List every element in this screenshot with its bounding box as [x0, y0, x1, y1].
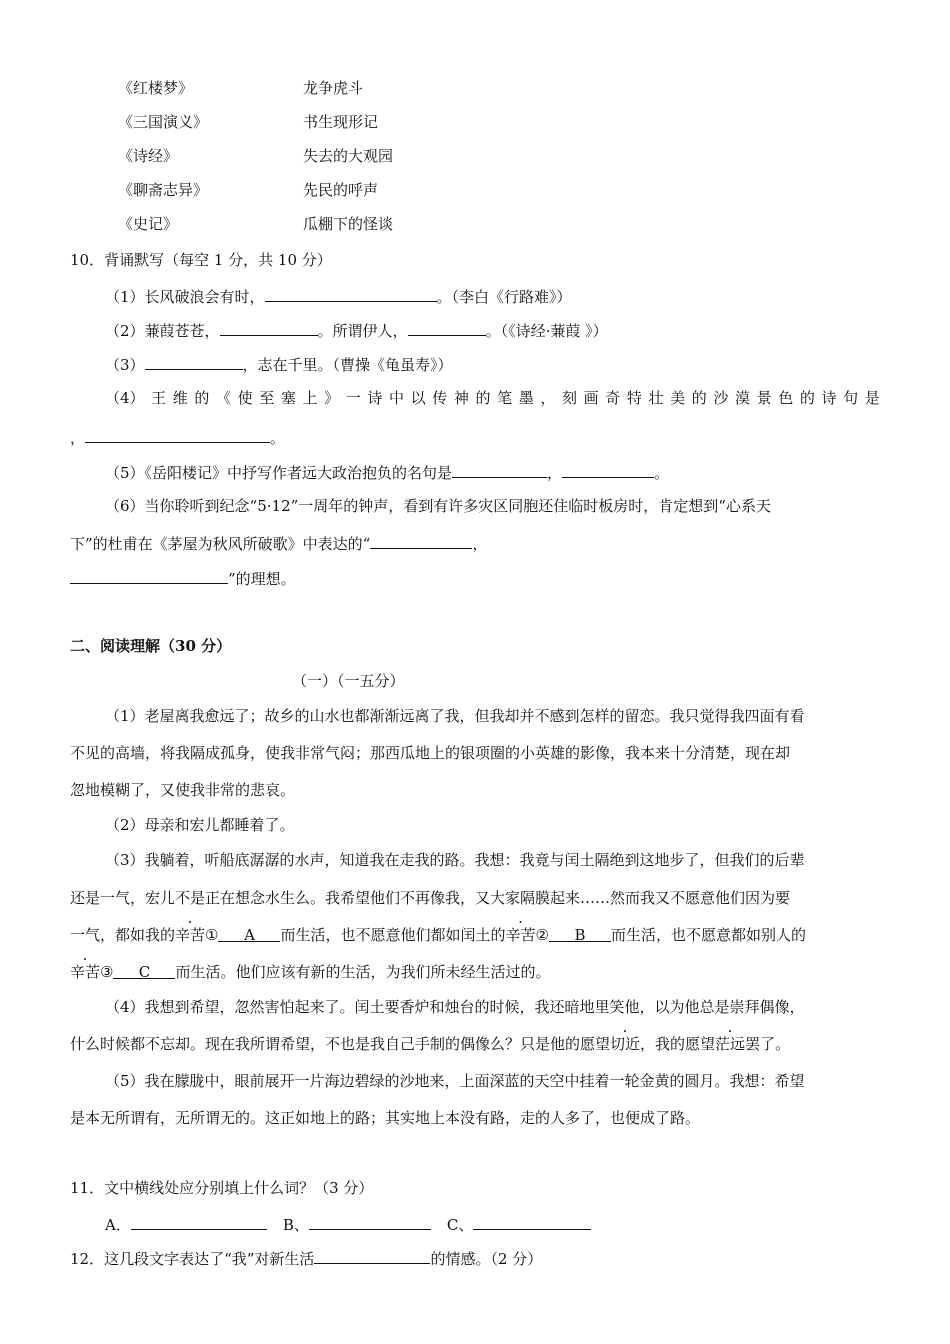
blank-c[interactable]: C	[113, 962, 175, 979]
emphasis-word: 切近	[610, 1035, 641, 1053]
q10-3-text-a: （3）	[105, 356, 145, 374]
char: 漠	[735, 389, 751, 407]
char: 的	[799, 389, 815, 407]
char: 刻	[562, 389, 578, 407]
title-4: 先民的呼声	[303, 181, 379, 199]
passage-p3-line3	[70, 925, 806, 945]
char: 特	[626, 389, 642, 407]
title-2: 书生现形记	[303, 113, 379, 131]
q10-heading: 10．背诵默写（每空 1 分，共 10 分）	[70, 251, 332, 269]
work-3: 《诗经》	[118, 147, 179, 165]
q10-6-text-b: 下”的杜甫在《茅屋为秋风所破歌》中表达的“	[70, 535, 371, 553]
char: 色	[778, 389, 794, 407]
q11-label-c: C、	[446, 1216, 474, 1234]
q10-1-text-a: （1）长风破浪会有时，	[105, 288, 265, 306]
char: 的	[194, 389, 210, 407]
q10-4-period: 。	[270, 429, 286, 447]
answer-blank-b[interactable]	[309, 1213, 431, 1230]
p4-text: 罢了。	[745, 1035, 791, 1053]
q10-item-2	[105, 319, 608, 341]
answer-blank[interactable]	[85, 426, 270, 443]
q10-item-6-line2	[70, 532, 487, 554]
passage-p1-line2: 不见的高墙，将我隔成孤身，使我非常气闷；那西瓜地上的银项圈的小英雄的影像，我本来十分清楚，现在却	[70, 744, 791, 762]
title-1: 龙争虎斗	[303, 79, 364, 97]
work-5: 《史记》	[118, 215, 179, 233]
q10-item-6-line3	[70, 567, 296, 589]
passage-p3-line4	[70, 962, 550, 982]
char: 至	[259, 389, 275, 407]
q10-item-1	[105, 285, 572, 307]
passage-p4-line1: （4）我想到希望，忽然害怕起来了。闰土要香炉和烛台的时候，我还暗地里笑他，以为他总是崇拜偶像，	[105, 998, 805, 1016]
p3-marker: ③	[100, 963, 114, 981]
passage-p3-line1: （3）我躺着，听船底潺潺的水声，知道我在走我的路。我想：我竟与闰土隔绝到这地步了，但我们的后辈	[105, 851, 805, 869]
passage-p1-line1: （1）老屋离我愈远了；故乡的山水也都渐渐远离了我，但我却并不感到怎样的留恋。我只觉得我四面有看	[105, 707, 805, 725]
char: 的	[475, 389, 491, 407]
char: 壮	[648, 389, 664, 407]
char: 沙	[713, 389, 729, 407]
char: 一	[345, 389, 361, 407]
passage-p2: （2）母亲和宏儿都睡着了。	[105, 816, 295, 834]
q10-2-text-b: 。所谓伊人，	[317, 322, 408, 340]
char: 奇	[605, 389, 621, 407]
answer-blank[interactable]	[220, 319, 318, 336]
char: 句	[843, 389, 859, 407]
char: 维	[172, 389, 188, 407]
emphasis-word: 辛苦	[505, 926, 536, 944]
answer-blank[interactable]	[314, 1247, 430, 1264]
work-1: 《红楼梦》	[118, 79, 194, 97]
p3-text: 而生活，也不愿意都如别人的	[610, 926, 806, 944]
q10-item-5	[105, 461, 669, 483]
answer-blank[interactable]	[370, 532, 472, 549]
char: 美	[670, 389, 686, 407]
q10-4-comma: ，	[70, 429, 86, 447]
answer-blank[interactable]	[408, 319, 486, 336]
q10-3-text-b: ，志在千里。（曹操《龟虽寿》）	[242, 356, 453, 374]
work-2: 《三国演义》	[118, 113, 209, 131]
answer-blank[interactable]	[145, 353, 243, 370]
p3-marker: ②	[535, 926, 549, 944]
work-4: 《聊斋志异》	[118, 181, 209, 199]
emphasis-word: 茫远	[715, 1035, 746, 1053]
answer-blank-a[interactable]	[131, 1213, 267, 1230]
q11-heading: 11．文中横线处应分别填上什么词？（3 分）	[70, 1179, 374, 1197]
passage-p5-line2: 是本无所谓有，无所谓无的。这正如地上的路；其实地上本没有路，走的人多了，也便成了路。	[70, 1109, 701, 1127]
passage-p1-line3: 忽地模糊了，又使我非常的悲哀。	[70, 781, 296, 799]
char: 是	[864, 389, 880, 407]
q11-label-a: A．	[105, 1216, 131, 1234]
q10-5-text-a: （5）《岳阳楼记》中抒写作者远大政治抱负的名句是	[105, 464, 453, 482]
char: 诗	[367, 389, 383, 407]
char: 画	[583, 389, 599, 407]
blank-b[interactable]: B	[549, 925, 611, 942]
char: 景	[756, 389, 772, 407]
answer-blank[interactable]	[452, 461, 547, 478]
char: 中	[389, 389, 405, 407]
q12	[70, 1247, 542, 1269]
q10-item-4-line2	[70, 426, 285, 448]
q10-5-text-b: ，	[547, 464, 563, 482]
char: 传	[432, 389, 448, 407]
section-2-title: 二、阅读理解（30 分）	[70, 637, 232, 655]
passage-p4-line2	[70, 1034, 790, 1054]
q11-answers	[105, 1213, 591, 1235]
q10-1-text-b: 。（李白《行路难》）	[436, 288, 572, 306]
char: 诗	[821, 389, 837, 407]
p3-text: 而生活。他们应该有新的生活，为我们所未经生活过的。	[175, 963, 551, 981]
q10-6-text-c: ，	[472, 535, 488, 553]
char: 的	[691, 389, 707, 407]
q12-text-b: 的情感。（2 分）	[430, 1250, 543, 1268]
p3-text: 而生活，也不愿意他们都如闰土的	[280, 926, 506, 944]
q10-item-3	[105, 353, 453, 375]
emphasis-word: 辛苦	[175, 926, 206, 944]
q11-label-b: B、	[282, 1216, 309, 1234]
p4-text: ，我的愿望	[640, 1035, 716, 1053]
blank-a[interactable]: A	[218, 925, 280, 942]
passage-p3-line2: 还是一气，宏儿不是正在想念水生么。我希望他们不再像我，又大家隔膜起来……然而我又不愿意他们因为要	[70, 889, 791, 907]
q10-5-text-c: 。	[654, 464, 670, 482]
title-5: 瓜棚下的怪谈	[303, 215, 394, 233]
char: 塞	[280, 389, 296, 407]
answer-blank[interactable]	[265, 285, 437, 302]
char: 笔	[497, 389, 513, 407]
char: 使	[237, 389, 253, 407]
char: 《	[216, 389, 232, 407]
char: 以	[410, 389, 426, 407]
char: 王	[151, 389, 167, 407]
answer-blank[interactable]	[70, 567, 228, 584]
title-3: 失去的大观园	[303, 147, 394, 165]
char: 》	[324, 389, 340, 407]
char: 墨	[518, 389, 534, 407]
q12-text-a: 12．这几段文字表达了“我”对新生活	[70, 1250, 315, 1268]
q10-item-6-line1: （6）当你聆听到纪念“5·12”一周年的钟声，看到有许多灾区同胞还住临时板房时，肯定想到“心系天	[105, 497, 771, 515]
p3-marker: ①	[205, 926, 219, 944]
char: 上	[302, 389, 318, 407]
p3-text: 一气，都如我的	[70, 926, 176, 944]
char: ，	[540, 389, 556, 407]
emphasis-word: 辛苦	[70, 963, 101, 981]
q10-6-text-d: ”的理想。	[228, 570, 296, 588]
answer-blank-c[interactable]	[473, 1213, 591, 1230]
q10-2-text-a: （2）蒹葭苍苍，	[105, 322, 220, 340]
p4-text: 什么时候都不忘却。现在我所谓希望，不也是我自己手制的偶像么？只是他的愿望	[70, 1035, 611, 1053]
answer-blank[interactable]	[562, 461, 654, 478]
section-2-subtitle: （一）（一五分）	[292, 672, 405, 690]
char: 神	[453, 389, 469, 407]
passage-p5-line1: （5）我在朦胧中，眼前展开一片海边碧绿的沙地来，上面深蓝的天空中挂着一轮金黄的圆月。我想：希望	[105, 1072, 805, 1090]
q10-2-text-c: 。（《诗经·蒹葭 》）	[485, 322, 608, 340]
q10-item-4-line1	[105, 388, 880, 408]
char: （4）	[105, 389, 145, 407]
